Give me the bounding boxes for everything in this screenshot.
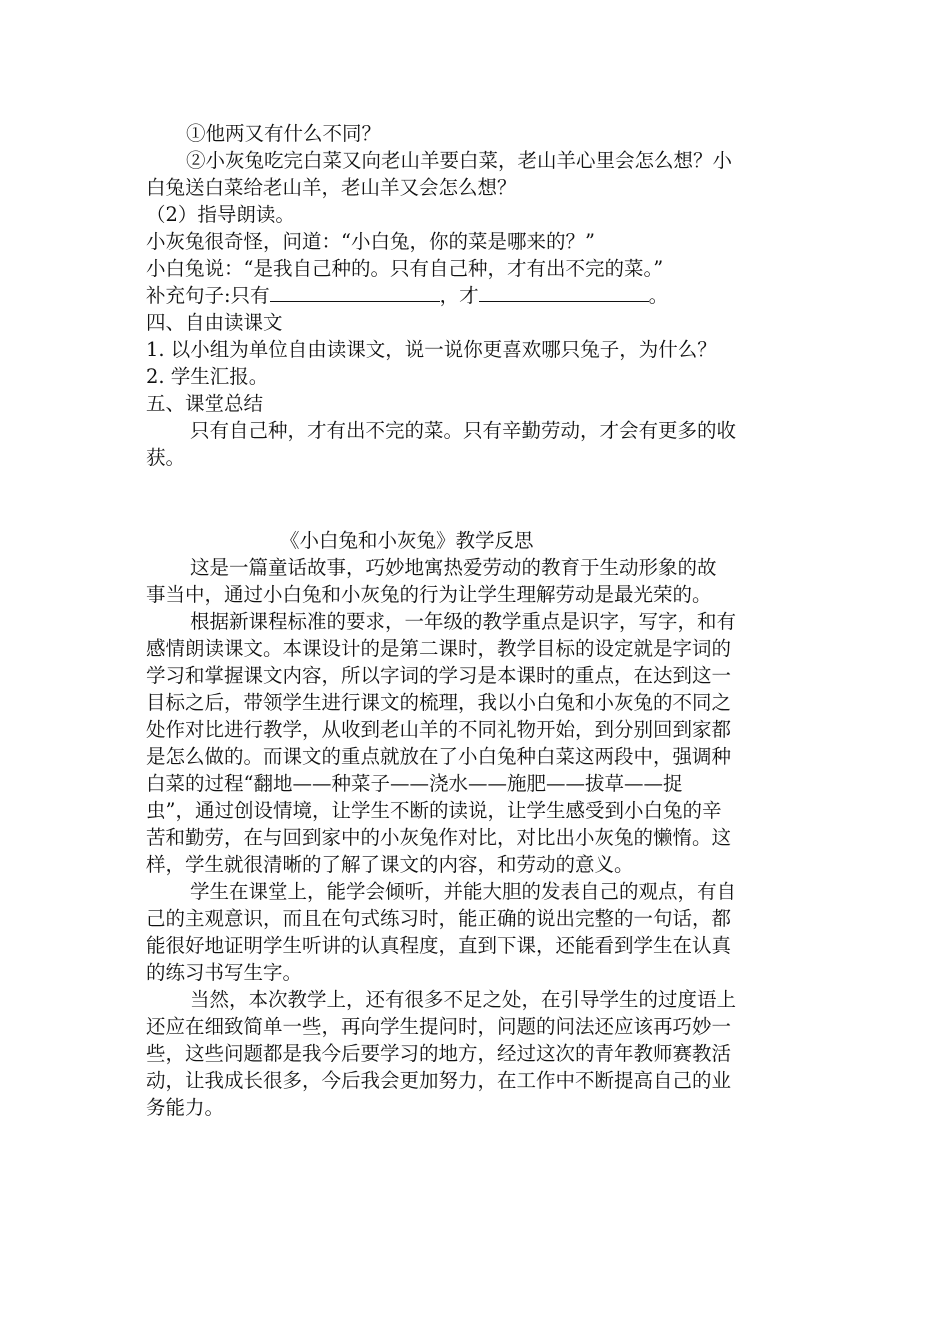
paragraph-2-line: 样，学生就很清晰的了解了课文的内容，和劳动的意义。 — [146, 853, 634, 876]
question-2-line-1: ②小灰兔吃完白菜又向老山羊要白菜，老山羊心里会怎么想？小 — [186, 149, 733, 172]
summary-line-2: 获。 — [146, 446, 186, 469]
paragraph-4-line: 些，这些问题都是我今后要学习的地方，经过这次的青年教师赛教活 — [146, 1042, 732, 1065]
paragraph-2-line: 苦和勤劳，在与回到家中的小灰兔作对比，对比出小灰兔的懒惰。这 — [146, 826, 732, 849]
paragraph-2-line: 虫”，通过创设情境，让学生不断的读说，让学生感受到小白兔的辛 — [146, 799, 722, 822]
paragraph-2-line: 白菜的过程“翻地——种菜子——浇水——施肥——拔草——捉 — [146, 772, 683, 795]
paragraph-4-line: 务能力。 — [146, 1096, 225, 1119]
paragraph-2-line: 是怎么做的。而课文的重点就放在了小白兔种白菜这两段中，强调种 — [146, 745, 732, 768]
paragraph-2-line: 目标之后，带领学生进行课文的梳理，我以小白兔和小灰兔的不同之 — [146, 691, 732, 714]
fill-prefix: 补充句子:只有 — [146, 284, 270, 307]
free-reading-item-1: 1. 以小组为单位自由读课文，说一说你更喜欢哪只兔子，为什么？ — [146, 338, 717, 361]
paragraph-2-line: 感情朗读课文。本课设计的是第二课时，教学目标的设定就是字词的 — [146, 637, 732, 660]
free-reading-item-2: 2. 学生汇报。 — [146, 365, 269, 388]
fill-blank-1 — [270, 283, 440, 302]
paragraph-3-line: 的练习书写生字。 — [146, 961, 303, 984]
paragraph-1-line: 事当中，通过小白兔和小灰兔的行为让学生理解劳动是最光荣的。 — [146, 583, 712, 606]
question-1: ①他两又有什么不同？ — [186, 122, 382, 145]
paragraph-4-line: 当然，本次教学上，还有很多不足之处，在引导学生的过度语上 — [190, 988, 737, 1011]
heading-class-summary: 五、课堂总结 — [146, 392, 264, 415]
guide-reading-heading: （2）指导朗读。 — [146, 203, 295, 226]
paragraph-4-line: 动，让我成长很多，今后我会更加努力，在工作中不断提高自己的业 — [146, 1069, 732, 1092]
lesson-plan-section — [146, 120, 810, 1121]
fill-end: 。 — [648, 284, 669, 307]
reflection-title: 《小白兔和小灰兔》教学反思 — [280, 529, 534, 552]
paragraph-3-line: 能很好地证明学生听讲的认真程度，直到下课，还能看到学生在认真 — [146, 934, 732, 957]
fill-mid: ，才 — [439, 284, 479, 307]
paragraph-3-line: 己的主观意识，而且在句式练习时，能正确的说出完整的一句话，都 — [146, 907, 732, 930]
question-2-line-2: 白兔送白菜给老山羊，老山羊又会怎么想？ — [146, 176, 517, 199]
paragraph-1-line: 这是一篇童话故事，巧妙地寓热爱劳动的教育于生动形象的故 — [190, 556, 717, 579]
heading-free-reading: 四、自由读课文 — [146, 311, 283, 334]
paragraph-4-line: 还应在细致简单一些，再向学生提问时，问题的问法还应该再巧妙一 — [146, 1015, 732, 1038]
fill-blank-2 — [479, 283, 649, 302]
paragraph-2-line: 学习和掌握课文内容，所以字词的学习是本课时的重点，在达到这一 — [146, 664, 732, 687]
paragraph-2-line: 根据新课程标准的要求，一年级的教学重点是识字，写字，和有 — [190, 610, 737, 633]
dialogue-line-1: 小灰兔很奇怪，问道：“小白兔，你的菜是哪来的？” — [146, 230, 595, 253]
paragraph-2-line: 处作对比进行教学，从收到老山羊的不同礼物开始，到分别回到家都 — [146, 718, 732, 741]
fill-in-sentence — [146, 282, 810, 309]
summary-line-1: 只有自己种，才有出不完的菜。只有辛勤劳动，才会有更多的收 — [190, 419, 737, 442]
paragraph-3-line: 学生在课堂上，能学会倾听，并能大胆的发表自己的观点，有自 — [190, 880, 737, 903]
dialogue-line-2: 小白兔说：“是我自己种的。只有自己种，才有出不完的菜。” — [146, 257, 664, 280]
